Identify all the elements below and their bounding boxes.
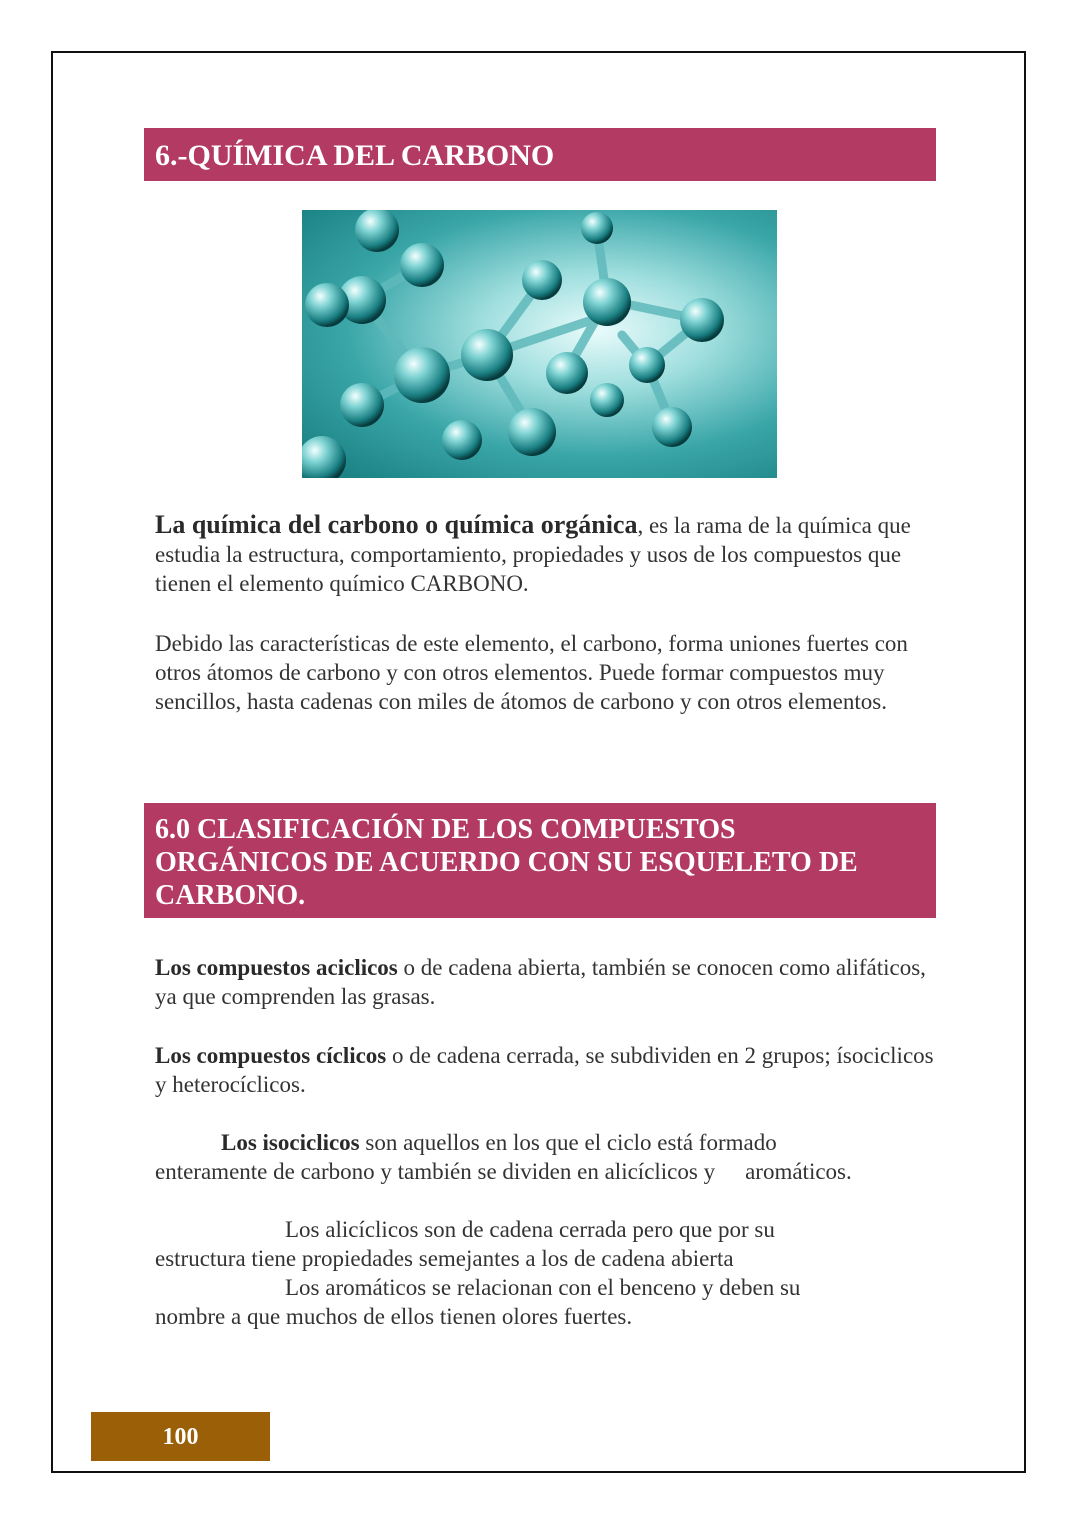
isocyclic-paragraph [155,1128,935,1186]
carbon-bonds-paragraph: Debido las características de este elemento, el carbono, forma uniones fuertes con otros átomos de carbono y con otros elementos. Puede formar compuestos muy sencillos, hasta cadenas con miles de átomos de carbono y con otros elementos. [155,631,908,714]
isocyclic-line2: enteramente de carbono y también se dividen en alicíclicos y [155,1159,716,1184]
intro-bold-lead: La química del carbono o química orgánica [155,510,638,539]
section-heading-line: ORGÁNICOS DE ACUERDO CON SU ESQUELETO DE [155,847,858,878]
page-number-badge [91,1412,270,1461]
intro-rest: , es la rama de la química que estudia la estructura, comportamiento, propiedades y usos de los compuestos que tienen el elemento químico CARBONO. [155,513,911,596]
alicyclic-line1: Los alicíclicos son de cadena cerrada pero que por su [285,1217,775,1242]
isocyclic-line2-end: aromáticos. [745,1159,852,1184]
intro-paragraph [155,510,935,598]
alicyclic-aromatic-paragraph [155,1215,935,1331]
section-heading-quimica-del-carbono [144,128,936,181]
section-heading-line: 6.0 CLASIFICACIÓN DE LOS COMPUESTOS [155,814,736,845]
molecule-illustration-icon [302,210,777,478]
aromatic-line1: Los aromáticos se relacionan con el benceno y deben su [285,1275,801,1300]
aromatic-line2: nombre a que muchos de ellos tienen olores fuertes. [155,1304,633,1329]
section-heading-clasificacion [144,803,936,918]
acyclic-paragraph [155,953,935,1011]
alicyclic-line2: estructura tiene propiedades semejantes a los de cadena abierta [155,1246,734,1271]
cyclic-term: Los compuestos cíclicos [155,1043,387,1068]
acyclic-term: Los compuestos aciclicos [155,955,398,980]
acyclic-definition: o de cadena abierta, también se conocen como alifáticos, ya que comprenden las grasas. [155,955,926,1009]
molecule-image [302,210,777,478]
section-heading-line: CARBONO. [155,880,306,911]
isocyclic-definition: son aquellos en los que el ciclo está formado [359,1130,777,1155]
isocyclic-term: Los isociclicos [221,1130,360,1155]
cyclic-definition: o de cadena cerrada, se subdividen en 2 grupos; ísociclicos y heterocíclicos. [155,1043,934,1097]
cyclic-paragraph [155,1041,935,1099]
section-heading-text: 6.-QUÍMICA DEL CARBONO [155,139,555,172]
page-number: 100 [162,1424,199,1450]
